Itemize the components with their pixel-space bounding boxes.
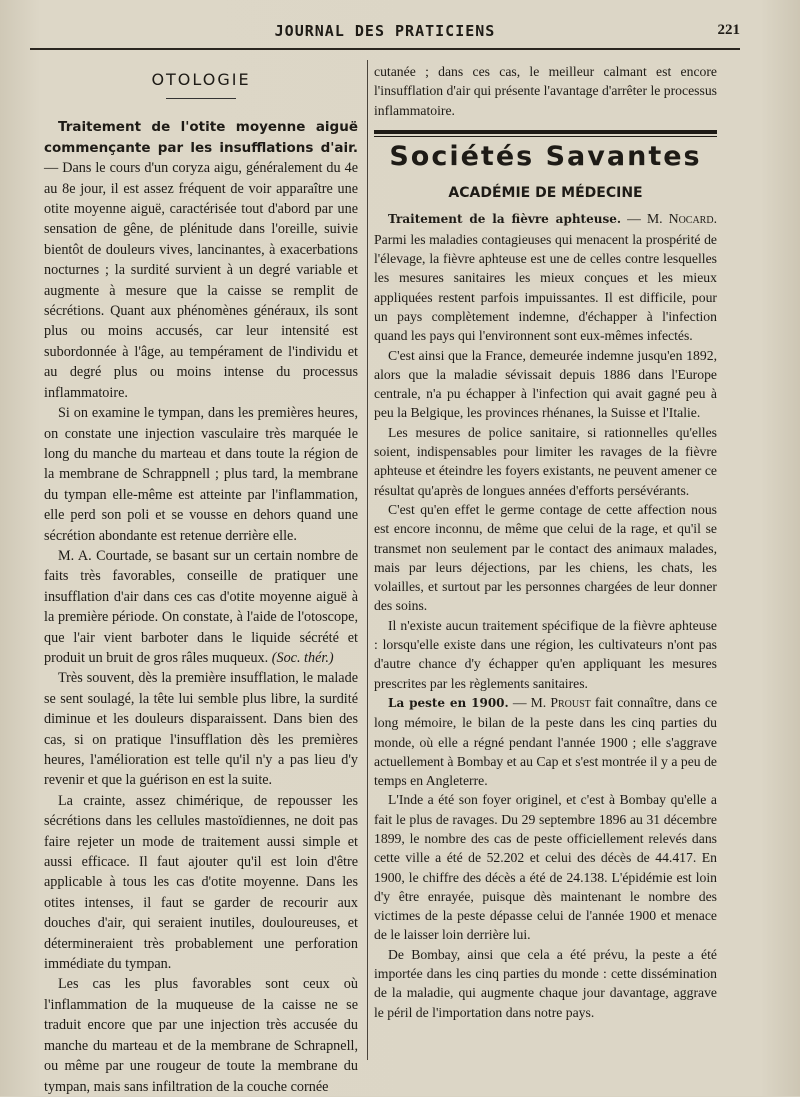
otologie-paragraph-4: Très souvent, dès la première insufflation, le malade se sent soulagé, la tête lui semble plus libre, la surdité diminue et les douleurs disparaissent. Dans bien des cas, si on pratique l'insufflation dès les premières heures, l'amélioration est telle qu'il n'y a pas lieu d'y revenir et que la guérison en est la suite. (44, 670, 358, 789)
peste-paragraph-1 (374, 693, 717, 790)
otologie-paragraph-5: La crainte, assez chimérique, de repousser les sécrétions dans les cellules mastoïdiennes, ne doit pas faire rejeter un mode de traitement aussi simple et aussi efficace. Il faut ajouter qu'il est loin d'être applicable à tous les cas d'otite moyenne. Dans les otites intenses, il faut se garder de recourir aux douches d'air, qui seraient inutiles, douloureuses, et détermineraient très probablement une perforation immédiate du tympan. (44, 792, 358, 973)
column-divider (367, 60, 368, 1060)
citation-soc-ther: (Soc. thér.) (271, 649, 334, 666)
right-column (374, 62, 717, 1022)
otologie-paragraph-1 (44, 117, 358, 403)
running-title: JOURNAL DES PRATICIENS (274, 22, 496, 40)
peste-dash: — M. (508, 694, 551, 710)
otologie-paragraph-1-text: — Dans le cours d'un coryza aigu, généralement du 4e au 8e jour, il est assez fréquent de voir apparaître une otite moyenne aiguë, caractérisée tout d'abord par une sensation de gêne, de plénitude dans l'oreille, suivie bientôt de douleurs vives, lancinantes, à exacerbations nocturnes ; la surdité survient à un degré variable et augmente à mesure que la caisse se remplit de sécrétions. Quant aux phénomènes généraux, ils sont plus ou moins accusés, car leur intensité est subordonnée à l'âge, au tempérament de l'individu et au degré plus ou moins intense du processus inflammatoire. (44, 160, 358, 401)
article-title-otite: Traitement de l'otite moyenne aiguë commençante par les insufflations d'air. (44, 119, 358, 156)
aphteuse-paragraph-1 (374, 209, 717, 345)
otologie-continuation: cutanée ; dans ces cas, le meilleur calmant est encore l'insufflation d'air qui présente l'avantage d'arrêter le processus inflammatoire. (374, 64, 717, 118)
peste-paragraph-2: L'Inde a été son foyer originel, et c'est à Bombay qu'elle a fait le plus de ravages. Du 29 septembre 1896 au 31 décembre 1899, le nombre des cas de peste officiellement relevés dans cette ville a été de 52.202 et celui des décès de 44.417. En 1900, le chiffre des décès a été de 24.138. L'épidémie est loin d'y être enrayée, puisque dès maintenant le nombre des victimes de la peste dépasse celui de l'année 1900 et menace de le laisser loin derrière lui. (374, 792, 717, 943)
section-title-otologie: OTOLOGIE (151, 70, 251, 89)
aphteuse-paragraph-2: C'est ainsi que la France, demeurée indemne jusqu'en 1892, alors que la maladie sévissait depuis 1886 dans l'Europe centrale, n'a pu échapper à l'infection qui avait gagné peu à peu la Belgique, les provinces rhénanes, la Suisse et l'Italie. (374, 347, 717, 421)
author-nocard: Nocard (668, 211, 714, 227)
section-rule (166, 98, 236, 99)
aphteuse-paragraph-3: Les mesures de police sanitaire, si rationnelles qu'elles soient, indispensables pour limiter les ravages de la fièvre aphteuse et éteindre les foyers existants, ne peuvent amener ce résultat qu'après de longues années d'efforts persévérants. (374, 424, 717, 498)
page-header (30, 18, 740, 50)
article-title-peste: La peste en 1900. (388, 695, 509, 710)
otologie-paragraph-6: Les cas les plus favorables sont ceux où l'inflammation de la muqueuse de la caisse ne se traduit encore que par une injection très accusée du manche du marteau et de la membrane de Schrapnell, ou même par une rougeur de toute la membrane du tympan, mais sans infiltration de la couche cornée (44, 976, 358, 1095)
aphteuse-paragraph-1-text: . Parmi les maladies contagieuses qui menacent la prospérité de l'élevage, la fièvre aphteuse est une de celles contre lesquelles les mesures sanitaires les mieux conçues et les mieux appliquées restent parfois impuissantes. Il est difficile, pour un pays complètement indemne, d'échapper à l'infection quand les pays qui l'environnent sont eux-mêmes infectés. (374, 211, 717, 344)
subsection-title-academie: ACADÉMIE DE MÉDECINE (448, 185, 643, 202)
page-number: 221 (717, 22, 740, 38)
peste-paragraph-1-text: fait connaître, dans ce long mémoire, le bilan de la peste dans les cinq parties du monde, où elle a régné pendant l'année 1900 ; elle s'aggrave actuellement à Bombay et au Cap et s'est montrée il y a peu de temps en Angleterre. (374, 694, 718, 789)
aphteuse-paragraph-5: Il n'existe aucun traitement spécifique de la fièvre aphteuse : lorsqu'elle existe dans une région, les cultivateurs n'ont pas d'autre chance d'y échapper qu'en appliquant les mesures prescrites par les règlements sanitaires. (374, 617, 717, 691)
otologie-paragraph-3-text: M. A. Courtade, se basant sur un certain nombre de faits très favorables, conseille de pratiquer une insufflation d'air dans ces cas d'otite moyenne aiguë à la première période. On constate, à l'aide de l'otoscope, que l'air vient barboter dans le liquide sécrété et produit un bruit de gros râles muqueux. (44, 547, 358, 666)
article-title-aphteuse: Traitement de la fièvre aphteuse. (388, 212, 622, 227)
aphteuse-dash: — M. (621, 211, 669, 227)
aphteuse-paragraph-4: C'est qu'en effet le germe contage de cette affection nous est encore inconnu, de même que celui de la rage, et qu'il se transmet non seulement par le contact des animaux malades, mais par leurs déjections, par les chiens, les chats, les volailles, et surtout par les personnes chargées de leur donner des soins. (374, 501, 717, 614)
peste-paragraph-3: De Bombay, ainsi que cela a été prévu, la peste a été importée dans les cinq parties du monde : cette dissémination de la maladie, qui augmente chaque jour davantage, aggrave le péril de l'importation dans notre pays. (374, 946, 717, 1020)
section-title-societes-savantes: Sociétés Savantes (389, 140, 702, 172)
otologie-paragraph-2: Si on examine le tympan, dans les premières heures, on constate une injection vasculaire très marquée le long du manche du marteau et dans toute la région de la membrane de Schrappnell ; plus tard, la membrane du tympan elle-même est atteinte par l'inflammation, elle perd son poli et se vousse en dehors quand une sécrétion abondante est retenue derrière elle. (44, 405, 358, 544)
left-column (44, 62, 358, 1097)
otologie-paragraph-3 (44, 546, 358, 668)
section-separator (374, 130, 717, 137)
author-proust: Proust (550, 694, 591, 710)
